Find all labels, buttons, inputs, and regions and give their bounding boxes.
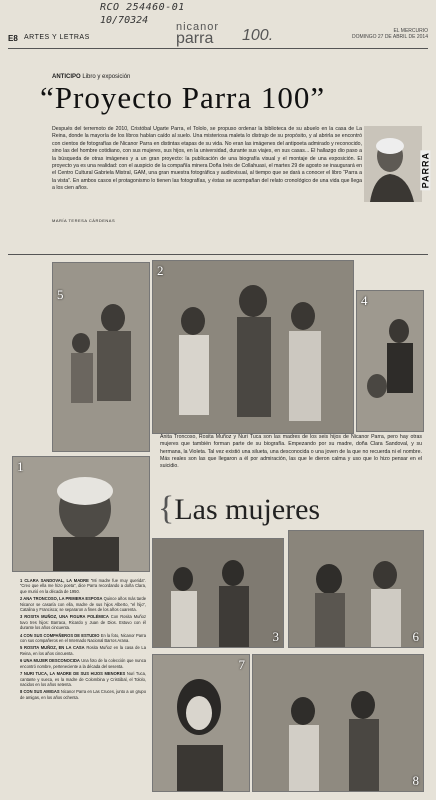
photo-7-number: 7 <box>238 657 245 672</box>
photo-8 <box>252 654 424 792</box>
section-title <box>158 490 320 528</box>
parra-portrait <box>364 126 430 202</box>
side-caption-title: 5 ROSITA MUÑOZ, EN LA CASA <box>20 645 85 651</box>
supplement-logo-a: nicanor <box>176 21 220 33</box>
photo-6 <box>288 530 424 648</box>
photo-3-number: 3 <box>272 629 279 644</box>
photo-5-image <box>53 263 149 451</box>
side-caption <box>20 671 146 687</box>
portrait-tag: PARRA <box>420 152 430 189</box>
side-caption-text: Rosita Muñoz en la casa de La Reina, en los años cincuenta. <box>20 645 146 656</box>
kicker-bold: ANTICIPO <box>52 74 81 80</box>
side-caption-text: Quince años más tarde Nicanor se casaría con ella, madre de sus hijos Alberto, “el hijo”, Catalina y Francisca; se separaron a fines de los años cuarenta. <box>20 596 147 613</box>
side-caption-title: 3 ROSITA MUÑOZ, UNA FIGURA POLÉMICA <box>20 614 109 620</box>
article-headline: “Proyecto Parra 100” <box>40 80 326 115</box>
photo-5-number: 5 <box>57 287 64 302</box>
photo-5 <box>52 262 150 452</box>
supplement-logo <box>176 21 274 47</box>
side-caption-text: Con Rosita Muñoz tuvo tres hijos: Barraca, Ricardo y Juan de Dios. Estuvo con él durante los años cincuenta. <box>20 614 147 631</box>
photo-4-number: 4 <box>361 293 368 308</box>
archive-note-2: 10/70324 <box>100 15 149 26</box>
side-caption <box>20 645 146 656</box>
side-caption <box>20 614 146 630</box>
section-name: ARTES Y LETRAS <box>24 34 90 41</box>
side-captions <box>20 578 146 702</box>
photo-7 <box>152 654 250 792</box>
photo-2-number: 2 <box>157 263 164 278</box>
section-divider <box>8 254 428 255</box>
page-header <box>8 21 428 49</box>
side-caption-text: Nuri Tuca, cantante y sueca, es la madre de Colombina y Cristóbal, el Tololo, nacidos en los años setenta. <box>20 671 147 687</box>
side-caption <box>20 578 146 594</box>
side-caption-title: 7 NURI TUCA, LA MADRE DE SUS HIJOS MENORES <box>20 671 126 677</box>
side-caption-title: 4 CON SUS COMPAÑEROS DE ESTUDIO <box>20 632 100 638</box>
side-caption-title: 2 ANA TRONCOSO, LA PRIMERA ESPOSA <box>20 596 103 602</box>
paper-name: EL MERCURIO <box>393 28 428 34</box>
side-caption-text: “Mi madre fue muy querida”. “Creo que ella me hizo poeta”, dice Parra recordando a doña Clara, que murió en la década de 1950. <box>20 578 147 594</box>
byline: MARÍA TERESA CÁRDENAS <box>52 218 116 223</box>
photo-8-image <box>253 655 423 791</box>
side-caption-title: 1 CLARA SANDOVAL, LA MADRE <box>20 578 89 583</box>
photo-6-image <box>289 531 423 647</box>
side-caption <box>20 689 146 700</box>
supplement-logo-c: 100. <box>242 27 274 44</box>
photo-6-number: 6 <box>412 629 419 644</box>
kicker-rest: Libro y exposición <box>82 74 131 80</box>
photo-2 <box>152 260 354 434</box>
side-caption-text: En la foto, Nicanor Parra con sus compañeros en el Internado Nacional Barros Arana. <box>20 632 147 644</box>
title-brace: { <box>158 490 175 527</box>
photo-3-image <box>153 539 283 647</box>
photo-7-image <box>153 655 249 791</box>
side-caption <box>20 596 146 612</box>
photo-3 <box>152 538 284 648</box>
photo-4 <box>356 290 424 432</box>
photo-4-image <box>357 291 423 431</box>
section-title-text: Las mujeres <box>174 493 321 526</box>
photo-1 <box>12 456 150 572</box>
photo-2-image <box>153 261 353 433</box>
photo-1-number: 1 <box>17 459 24 474</box>
side-caption-text: Una foto de la colección que nunca encontró nombre, perteneciente a la década del sesenta. <box>20 658 147 669</box>
photo-8-number: 8 <box>412 773 419 788</box>
article-intro: Después del terremoto de 2010, Cristóbal Ugarte Parra, el Tololo, se propuso ordenar la biblioteca de su abuelo en la casa de La Reina, donde la mayoría de los libros habían caído al suelo. Una misteriosa maleta lo distrajo de su propósito, y al abrirla se encontró con cientos de fotografías de Nicanor Parra en distintas etapas de su vida. No eran las imágenes del antipoeta admirado y reconocido, sino las del hombre cotidiano, con sus mujeres, sus hijos, en la universidad, durante sus viajes, en sus casas... El hallazgo dio paso a la búsqueda de otras imágenes y a un gran proyecto: la publicación de una biografía visual y el montaje de una exposición. El proyecto ya es una realidad: con el auspicio de la compañía minera Doña Inés de Collahuasi, el martes 29 de agosto se inaugurará en el Centro Cultural Gabriela Mistral, GAM, una gran muestra fotográfica y audiovisual, al tiempo que se dará a conocer el libro “Parra a la vista”. En ambos casos el protagonismo lo tienen las fotografías, y éstas se acompañan del relato cronológico de una vida que llega a los cien años. <box>52 126 362 192</box>
side-caption-text: Nicanor Parra en Las Cruces, junto a un grupo de amigas, en los años ochenta. <box>20 689 146 700</box>
archive-note-1: RCO 254460-01 <box>100 2 185 13</box>
photo-1-image <box>13 457 149 571</box>
side-caption-title: 8 CON SUS AMIGAS <box>20 689 60 695</box>
paper-info <box>352 28 428 40</box>
side-caption-title: 6 UNA MUJER DESCONOCIDA <box>20 658 80 664</box>
page-number: E8 <box>8 34 18 43</box>
side-caption <box>20 658 146 669</box>
portrait-image <box>364 126 422 202</box>
supplement-logo-b: parra <box>176 30 214 47</box>
paper-date: DOMINGO 27 DE ABRIL DE 2014 <box>352 34 428 40</box>
side-caption <box>20 633 146 644</box>
main-caption: Anita Troncoso, Rosita Muñoz y Nuri Tuca son las madres de los seis hijos de Nicanor Parra, pero hay otras mujeres que también forman parte de su biografía. Empezando por su madre, doña Clara Sandoval, y su hermana, la Violeta. Tal vez existió una silueta, una desconocida o una joven de la que no recuerda ni el nombre. Más reales son las que llegaron a él por admiración, las que le dieron calma y uso que lo hizo pensar en el suicidio. <box>160 434 422 470</box>
